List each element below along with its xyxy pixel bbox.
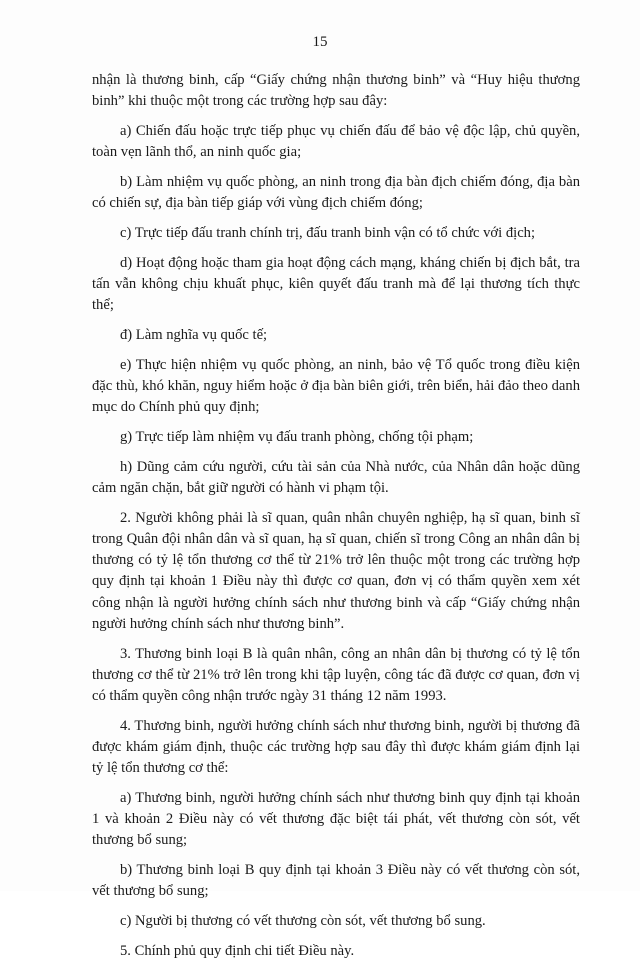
- paragraph: h) Dũng cảm cứu người, cứu tài sản của Nhà nước, của Nhân dân hoặc dũng cảm ngăn chặn, bắt giữ người có hành vi phạm tội.: [92, 458, 580, 496]
- paragraph: 2. Người không phải là sĩ quan, quân nhân chuyên nghiệp, hạ sĩ quan, binh sĩ trong Quân đội nhân dân và sĩ quan, hạ sĩ quan, chiến sĩ trong Công an nhân dân bị thương có tỷ lệ tổn thương cơ thể từ 21% trở lên thuộc một trong các trường hợp quy định tại khoản 1 Điều này thì được cơ quan, đơn vị có thẩm quyền xem xét công nhận là người hưởng chính sách như thương binh và cấp “Giấy chứng nhận người hưởng chính sách như thương binh”.: [92, 509, 580, 632]
- paragraph: e) Thực hiện nhiệm vụ quốc phòng, an ninh, bảo vệ Tổ quốc trong điều kiện đặc thù, khó khăn, nguy hiểm hoặc ở địa bàn biên giới, trên biển, hải đảo theo danh mục do Chính phủ quy định;: [92, 356, 580, 416]
- paragraph: c) Người bị thương có vết thương còn sót, vết thương bổ sung.: [120, 913, 486, 930]
- document-body: [92, 70, 580, 971]
- paragraph: nhận là thương binh, cấp “Giấy chứng nhận thương binh” và “Huy hiệu thương binh” khi thuộc một trong các trường hợp sau đây:: [92, 72, 580, 110]
- paragraph: b) Làm nhiệm vụ quốc phòng, an ninh trong địa bàn địch chiếm đóng, địa bàn có chiến sự, địa bàn tiếp giáp với vùng địch chiếm đóng;: [92, 174, 580, 212]
- paragraph: 3. Thương binh loại B là quân nhân, công an nhân dân bị thương có tỷ lệ tổn thương cơ thể từ 21% trở lên trong khi tập luyện, công tác đã được cơ quan, đơn vị có thẩm quyền công nhận trước ngày 31 tháng 12 năm 1993.: [92, 645, 580, 705]
- paragraph: đ) Làm nghĩa vụ quốc tế;: [120, 327, 268, 343]
- paragraph: g) Trực tiếp làm nhiệm vụ đấu tranh phòng, chống tội phạm;: [120, 429, 474, 445]
- paragraph: b) Thương binh loại B quy định tại khoản 3 Điều này có vết thương còn sót, vết thương bổ sung;: [92, 862, 580, 900]
- paragraph: c) Trực tiếp đấu tranh chính trị, đấu tranh binh vận có tổ chức với địch;: [120, 225, 536, 241]
- paragraph: 5. Chính phủ quy định chi tiết Điều này.: [120, 943, 355, 960]
- paragraph: a) Chiến đấu hoặc trực tiếp phục vụ chiến đấu để bảo vệ độc lập, chủ quyền, toàn vẹn lãnh thổ, an ninh quốc gia;: [92, 123, 580, 161]
- page-number: 15: [312, 34, 328, 50]
- paragraph: 4. Thương binh, người hưởng chính sách như thương binh, người bị thương đã được khám giám định, thuộc các trường hợp sau đây thì được khám giám định lại tỷ lệ tổn thương cơ thể:: [92, 717, 580, 777]
- paragraph: d) Hoạt động hoặc tham gia hoạt động cách mạng, kháng chiến bị địch bắt, tra tấn vẫn không chịu khuất phục, kiên quyết đấu tranh mà để lại thương tích thực thể;: [92, 254, 580, 314]
- paragraph: a) Thương binh, người hưởng chính sách như thương binh quy định tại khoản 1 và khoản 2 Điều này có vết thương đặc biệt tái phát, vết thương còn sót, vết thương bổ sung;: [92, 790, 580, 849]
